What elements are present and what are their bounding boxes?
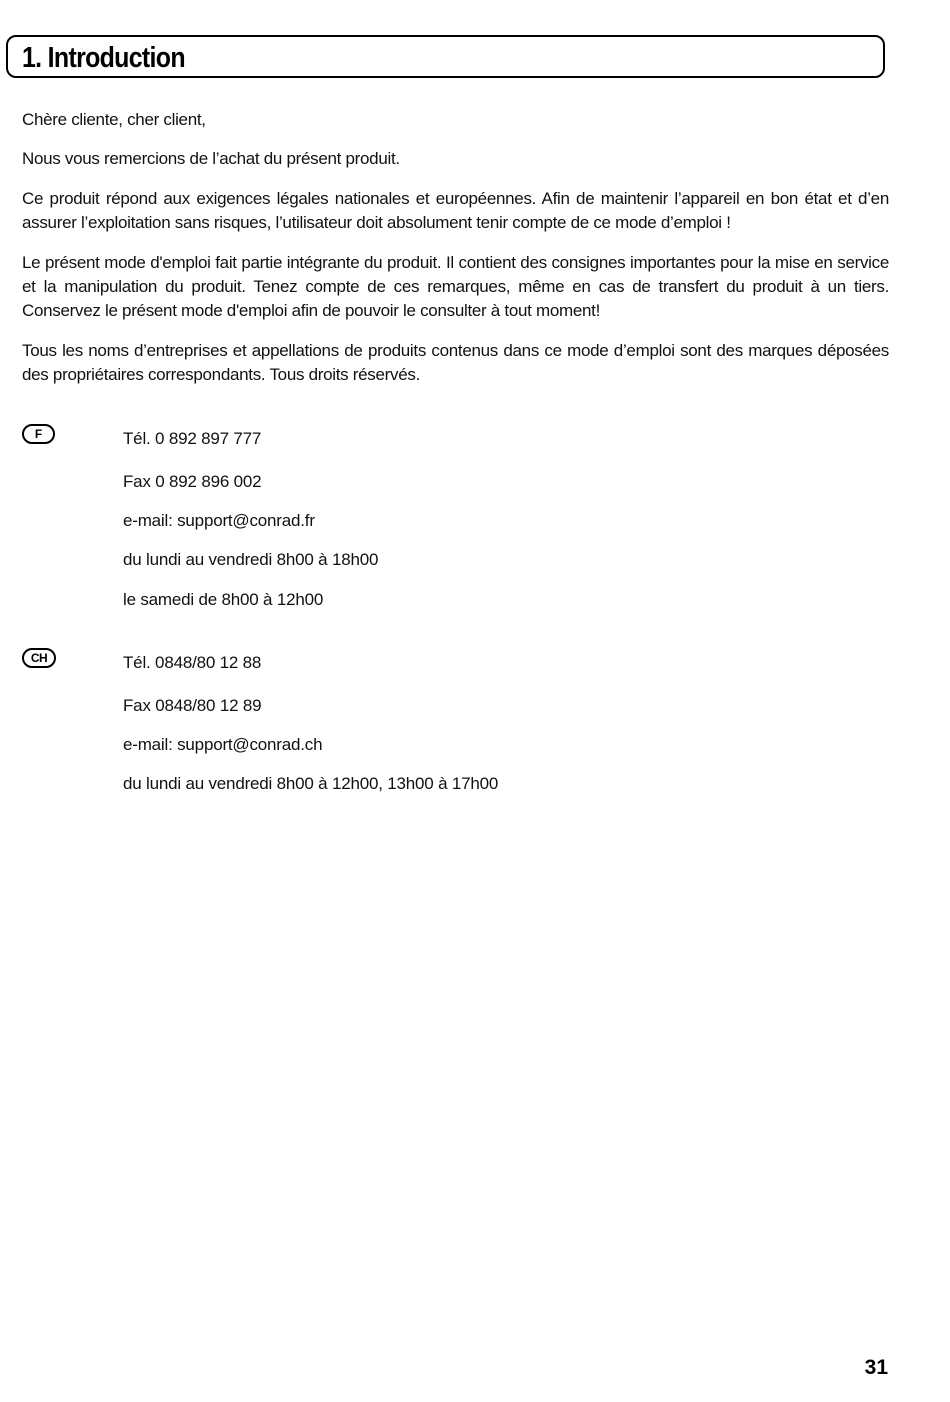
france-country-badge: F [22, 424, 55, 444]
switzerland-fax: Fax 0848/80 12 89 [123, 696, 262, 715]
france-hours-weekday: du lundi au vendredi 8h00 à 18h00 [123, 550, 379, 569]
page-number: 31 [864, 1356, 888, 1379]
greeting-paragraph: Chère cliente, cher client, [22, 110, 206, 129]
manual-paragraph: Le présent mode d'emploi fait partie intégrante du produit. Il contient des consignes importantes pour la mise en service et la manipulation du produit. Tenez compte de ces remarques, même en cas de transfert du produit à un tiers. Conservez le présent mode d'emploi afin de pouvoir le consulter à tout moment! [22, 253, 889, 320]
france-hours-saturday: le samedi de 8h00 à 12h00 [123, 590, 324, 609]
trademarks-paragraph: Tous les noms d’entreprises et appellations de produits contenus dans ce mode d’emploi sont des marques déposées des propriétaires correspondants. Tous droits réservés. [22, 341, 889, 384]
france-email: e-mail: support@conrad.fr [123, 511, 315, 530]
section-heading-box [6, 35, 885, 78]
france-fax: Fax 0 892 896 002 [123, 472, 262, 491]
compliance-paragraph: Ce produit répond aux exigences légales nationales et européennes. Afin de maintenir l’appareil en bon état et d’en assurer l’exploitation sans risques, l’utilisateur doit absolument tenir compte de ce mode d’emploi ! [22, 189, 889, 232]
switzerland-tel: Tél. 0848/80 12 88 [123, 653, 262, 672]
switzerland-email: e-mail: support@conrad.ch [123, 735, 323, 754]
thanks-paragraph: Nous vous remercions de l’achat du présent produit. [22, 149, 400, 168]
switzerland-hours-weekday: du lundi au vendredi 8h00 à 12h00, 13h00 à 17h00 [123, 774, 499, 793]
section-title: 1. Introduction [22, 42, 185, 74]
switzerland-country-badge: CH [22, 648, 56, 668]
france-tel: Tél. 0 892 897 777 [123, 429, 262, 448]
